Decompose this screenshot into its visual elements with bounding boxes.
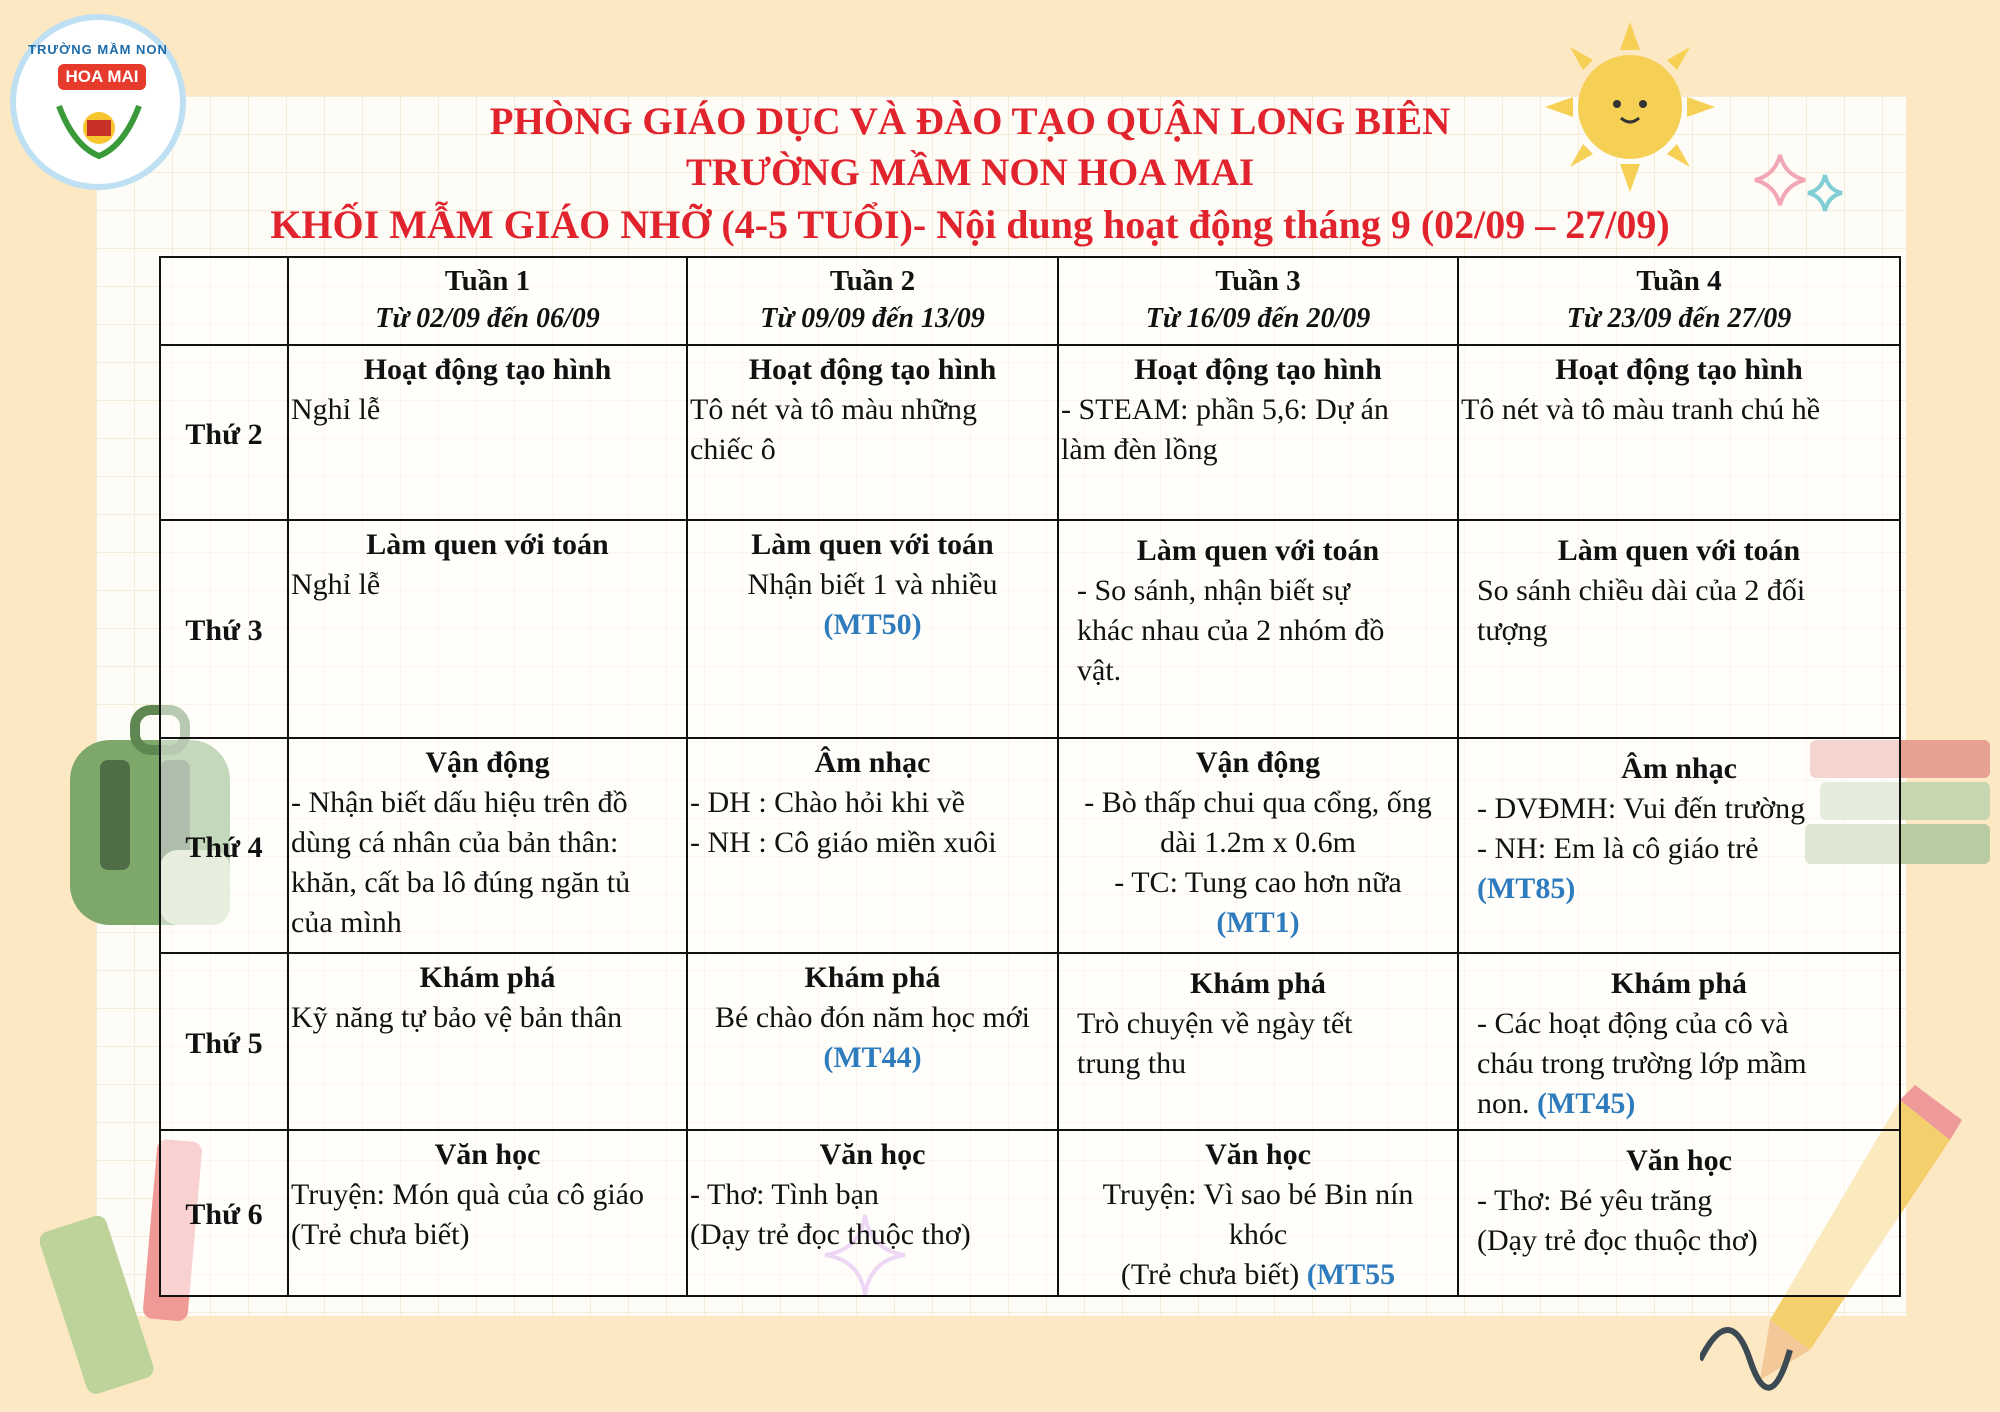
activity-line: Tô nét và tô màu tranh chú hề	[1461, 393, 1821, 426]
activity-line: (Dạy trẻ đọc thuộc thơ)	[1477, 1224, 1758, 1257]
activity-line: chiếc ô	[690, 433, 776, 466]
activity-subject: Văn học	[819, 1138, 926, 1171]
header-department: PHÒNG GIÁO DỤC VÀ ĐÀO TẠO QUẬN LONG BIÊN	[489, 100, 1451, 143]
activity-line: - DVĐMH: Vui đến trường	[1477, 792, 1806, 825]
activity-subject: Khám phá	[804, 961, 941, 994]
activity-cell	[288, 520, 687, 738]
objective-code: (MT1)	[1216, 906, 1300, 939]
activity-cell	[687, 738, 1058, 953]
school-logo	[10, 14, 186, 190]
activity-subject: Vận động	[425, 746, 550, 779]
activity-subject: Khám phá	[1190, 967, 1326, 1000]
activity-subject: Làm quen với toán	[1557, 534, 1801, 567]
activity-line: - STEAM: phần 5,6: Dự án	[1061, 393, 1389, 426]
activity-subject: Hoạt động tạo hình	[363, 353, 612, 386]
activity-line: (Trẻ chưa biết)	[1120, 1258, 1300, 1291]
week-header	[1458, 257, 1900, 345]
table-row	[160, 1130, 1900, 1296]
activity-line: Truyện: Món quà của cô giáo	[291, 1178, 644, 1211]
activity-line: vật.	[1077, 654, 1122, 687]
activity-line: Nghỉ lễ	[291, 568, 381, 601]
sparkle-icon	[1740, 115, 1850, 245]
activity-cell	[1458, 1130, 1900, 1296]
activity-subject: Hoạt động tạo hình	[748, 353, 997, 386]
corner-cell	[160, 257, 288, 345]
week-label: Tuần 4	[1636, 265, 1722, 297]
week-label: Tuần 2	[829, 265, 916, 297]
activity-line: - Thơ: Bé yêu trăng	[1477, 1184, 1713, 1217]
header-school: TRƯỜNG MẦM NON HOA MAI	[685, 151, 1255, 194]
activity-line: Trò chuyện về ngày tết	[1077, 1007, 1353, 1040]
activity-cell	[288, 345, 687, 520]
logo-name: HOA MAI	[58, 64, 146, 90]
activity-line: - NH : Cô giáo miền xuôi	[690, 826, 997, 859]
activity-cell	[1058, 738, 1458, 953]
activity-line: - TC: Tung cao hơn nữa	[1114, 866, 1402, 899]
activity-line: làm đèn lồng	[1061, 433, 1218, 466]
table-row	[160, 953, 1900, 1130]
flower-emblem-icon	[54, 96, 144, 166]
objective-code: (MT44)	[823, 1041, 922, 1074]
activity-line: trung thu	[1077, 1047, 1187, 1080]
activity-subject: Âm nhạc	[814, 746, 931, 779]
activity-line: non.	[1477, 1087, 1530, 1120]
day-label: Thứ 6	[160, 1130, 288, 1296]
activity-line: - Bò thấp chui qua cổng, ống	[1084, 786, 1432, 819]
page-header	[190, 96, 1750, 252]
activity-line: (Dạy trẻ đọc thuộc thơ)	[690, 1218, 971, 1251]
table-header-row	[160, 257, 1900, 345]
activity-line: Bé chào đón năm học mới	[715, 1001, 1030, 1034]
activity-line: dài 1.2m x 0.6m	[1160, 826, 1356, 859]
activity-cell	[288, 953, 687, 1130]
week-header	[288, 257, 687, 345]
activity-cell	[1058, 953, 1458, 1130]
activity-line: Nghỉ lễ	[291, 393, 381, 426]
day-label: Thứ 2	[160, 345, 288, 520]
activity-cell	[687, 520, 1058, 738]
week-header	[687, 257, 1058, 345]
activity-subject: Khám phá	[419, 961, 556, 994]
week-range: Từ 23/09 đến 27/09	[1566, 303, 1792, 334]
activity-subject: Làm quen với toán	[751, 528, 994, 561]
activity-cell	[1058, 1130, 1458, 1296]
activity-line: cháu trong trường lớp mầm	[1477, 1047, 1807, 1080]
activity-line: khăn, cất ba lô đúng ngăn tủ	[291, 866, 631, 899]
activity-line: - DH : Chào hỏi khi về	[690, 786, 965, 819]
activity-line: (Trẻ chưa biết)	[291, 1218, 470, 1251]
header-grade-title: KHỐI MẪM GIÁO NHỠ (4-5 TUỔI)- Nội dung hoạt động tháng 9 (02/09 – 27/09)	[270, 202, 1670, 247]
activity-line: Nhận biết 1 và nhiều	[747, 568, 998, 601]
week-header	[1058, 257, 1458, 345]
activity-subject: Văn học	[434, 1138, 541, 1171]
activity-cell	[1458, 520, 1900, 738]
activity-line: - Thơ: Tình bạn	[690, 1178, 879, 1211]
activity-subject: Hoạt động tạo hình	[1555, 353, 1803, 386]
activity-cell	[1058, 520, 1458, 738]
week-range: Từ 02/09 đến 06/09	[375, 303, 600, 334]
activity-cell	[1458, 953, 1900, 1130]
objective-code: (MT50)	[823, 608, 922, 641]
week-range: Từ 09/09 đến 13/09	[760, 303, 985, 334]
activity-subject: Hoạt động tạo hình	[1134, 353, 1382, 386]
activity-subject: Khám phá	[1611, 967, 1747, 1000]
activity-cell	[687, 953, 1058, 1130]
activity-cell	[687, 345, 1058, 520]
day-label: Thứ 3	[160, 520, 288, 738]
activity-subject: Âm nhạc	[1621, 752, 1737, 785]
activity-line: tượng	[1477, 614, 1548, 647]
activity-line: Tô nét và tô màu những	[690, 393, 978, 426]
activity-cell	[687, 1130, 1058, 1296]
table-row	[160, 520, 1900, 738]
activity-line-with-code	[1461, 1084, 1897, 1124]
activity-line: So sánh chiều dài của 2 đối	[1477, 574, 1806, 607]
activity-line: - Các hoạt động của cô và	[1477, 1007, 1789, 1040]
activity-subject: Văn học	[1205, 1138, 1311, 1171]
activity-line: khóc	[1228, 1218, 1288, 1251]
activity-cell	[1058, 345, 1458, 520]
objective-code: (MT55	[1306, 1258, 1396, 1291]
objective-code: (MT45)	[1537, 1087, 1636, 1120]
logo-ring-text: TRƯỜNG MẦM NON	[28, 42, 168, 57]
activity-line: khác nhau của 2 nhóm đồ	[1077, 614, 1385, 647]
activity-subject: Văn học	[1626, 1144, 1732, 1177]
activity-cell	[1458, 345, 1900, 520]
activity-line: dùng cá nhân của bản thân:	[291, 826, 619, 859]
table-row	[160, 345, 1900, 520]
day-label: Thứ 4	[160, 738, 288, 953]
activity-subject: Làm quen với toán	[1136, 534, 1380, 567]
week-label: Tuần 3	[1215, 265, 1301, 297]
objective-code: (MT85)	[1477, 872, 1576, 905]
activity-line: - Nhận biết dấu hiệu trên đồ	[291, 786, 628, 819]
table-row	[160, 738, 1900, 953]
schedule-table	[159, 256, 1901, 1297]
activity-cell	[288, 738, 687, 953]
activity-line: - So sánh, nhận biết sự	[1077, 574, 1350, 607]
activity-line: của mình	[291, 906, 402, 939]
activity-line: Truyện: Vì sao bé Bin nín	[1102, 1178, 1414, 1211]
week-range: Từ 16/09 đến 20/09	[1145, 303, 1371, 334]
activity-line: - NH: Em là cô giáo trẻ	[1477, 832, 1759, 865]
activity-subject: Làm quen với toán	[366, 528, 609, 561]
activity-line: Kỹ năng tự bảo vệ bản thân	[291, 1001, 623, 1034]
activity-cell	[288, 1130, 687, 1296]
activity-line-with-code	[1061, 1255, 1455, 1295]
week-label: Tuần 1	[444, 265, 531, 297]
activity-subject: Vận động	[1195, 746, 1321, 779]
activity-cell	[1458, 738, 1900, 953]
day-label: Thứ 5	[160, 953, 288, 1130]
